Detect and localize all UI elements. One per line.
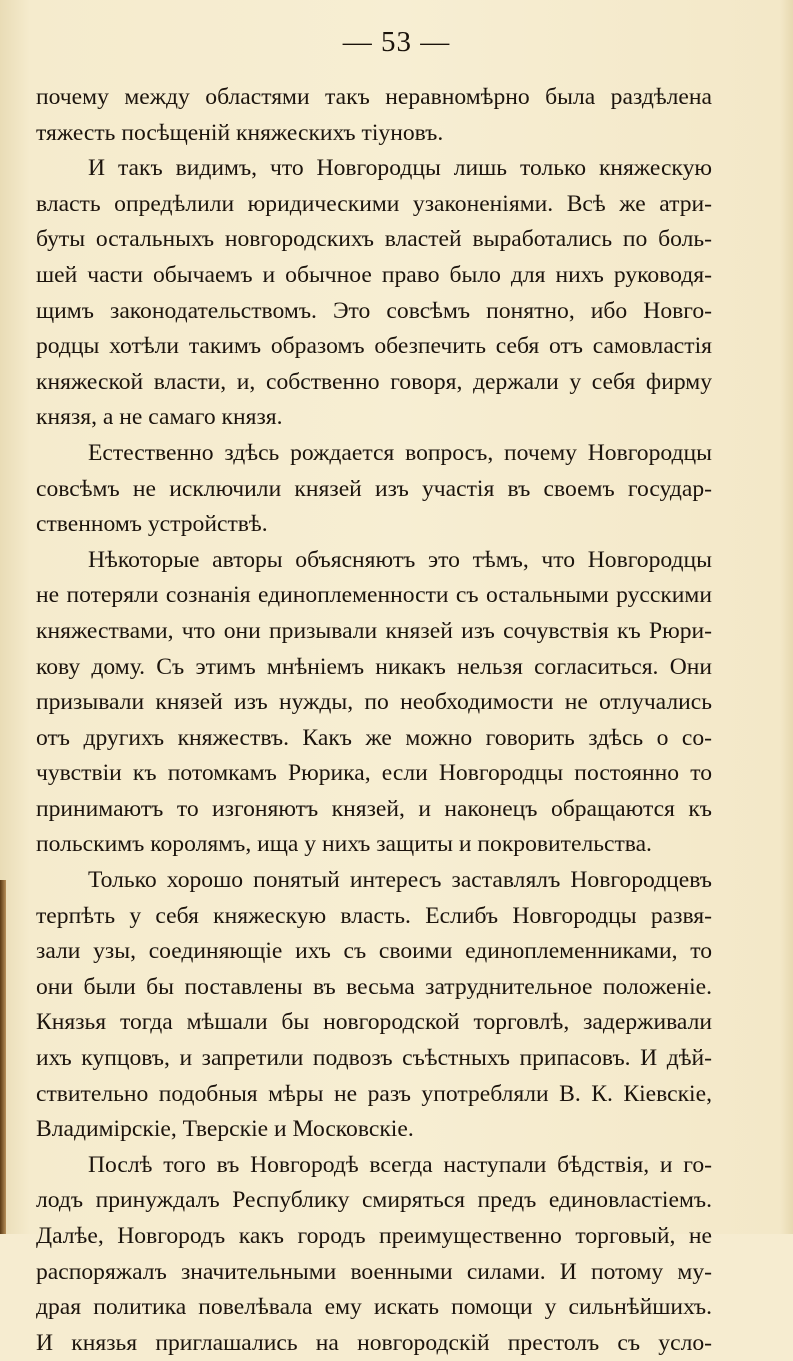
text-line: Естественно здѣсь рождается вопросъ, почему Новгородцы bbox=[88, 439, 712, 466]
text-line: отъ другихъ княжествъ. Какъ же можно говорить здѣсь о со- bbox=[36, 724, 712, 751]
text-line: княжествами, что они призывали князей изъ сочувствія къ Рюри- bbox=[36, 617, 712, 644]
text-line: терпѣть у себя княжескую власть. Еслибъ Новгородцы развя- bbox=[36, 902, 712, 929]
text-line: князя, а не самаго князя. bbox=[36, 404, 283, 431]
text-line: лодъ принуждалъ Республику смиряться предъ единовластіемъ. bbox=[36, 1187, 712, 1214]
text-line: кову дому. Съ этимъ мнѣніемъ никакъ нельзя согласиться. Они bbox=[36, 653, 712, 680]
text-line: не потеряли сознанія единоплеменности съ остальными русскими bbox=[36, 582, 712, 609]
text-line: власть опредѣлили юридическими узаконеніями. Всѣ же атри- bbox=[36, 190, 712, 217]
text-line: княжеской власти, и, собственно говоря, держали у себя фирму bbox=[36, 368, 712, 395]
text-line: принимаютъ то изгоняютъ князей, и наконецъ обращаются къ bbox=[36, 795, 712, 822]
text-line: ственномъ устройствѣ. bbox=[36, 511, 268, 538]
text-line: ихъ купцовъ, и запретили подвозъ съѣстныхъ припасовъ. И дѣй- bbox=[36, 1045, 712, 1072]
text-line: Только хорошо понятый интересъ заставлялъ Новгородцевъ bbox=[88, 867, 712, 894]
text-line: Нѣкоторые авторы объясняютъ это тѣмъ, что Новгородцы bbox=[88, 546, 712, 573]
text-line: шей части обычаемъ и обычное право было для нихъ руководя- bbox=[36, 261, 712, 288]
text-line: польскимъ королямъ, ища у нихъ защиты и покровительства. bbox=[36, 831, 652, 858]
text-line: распоряжалъ значительными военными силами. И потому му- bbox=[36, 1258, 712, 1285]
text-line: драя политика повелѣвала ему искать помощи у сильнѣйшихъ. bbox=[36, 1294, 712, 1321]
text-line: буты остальныхъ новгородскихъ властей выработались по боль- bbox=[36, 226, 712, 253]
text-line: призывали князей изъ нужды, по необходимости не отлучались bbox=[36, 689, 712, 716]
text-line: щимъ законодательствомъ. Это совсѣмъ понятно, ибо Новго- bbox=[36, 297, 712, 324]
text-line: тяжесть посѣщеній княжескихъ тіуновъ. bbox=[36, 119, 444, 146]
text-line: совсѣмъ не исключили князей изъ участія въ своемъ государ- bbox=[36, 475, 712, 502]
text-line: ствительно подобныя мѣры не разъ употребляли В. К. Кіевскіе, bbox=[36, 1080, 712, 1107]
text-line: почему между областями такъ неравномѣрно была раздѣлена bbox=[36, 84, 712, 110]
text-line: Далѣе, Новгородъ какъ городъ преимущественно торговый, не bbox=[36, 1223, 712, 1249]
text-line: Послѣ того въ Новгородѣ всегда наступали бѣдствія, и го- bbox=[88, 1151, 712, 1178]
text-line: Князья тогда мѣшали бы новгородской торговлѣ, задерживали bbox=[36, 1009, 712, 1036]
text-line: зали узы, соединяющіе ихъ съ своими единоплеменниками, то bbox=[36, 938, 712, 965]
page-number: — 53 — bbox=[342, 26, 451, 58]
body-text bbox=[36, 80, 712, 1361]
text-line: чувствіи къ потомкамъ Рюрика, если Новгородцы постоянно то bbox=[36, 760, 712, 787]
text-line: И такъ видимъ, что Новгородцы лишь только княжескую bbox=[88, 155, 712, 182]
text-line: родцы хотѣли такимъ образомъ обезпечить себя отъ самовластія bbox=[36, 333, 712, 360]
text-line: они были бы поставлены въ весьма затруднительное положеніе. bbox=[36, 973, 712, 1000]
text-line: Владимірскіе, Тверскіе и Московскіе. bbox=[36, 1116, 414, 1143]
binding-edge bbox=[0, 880, 6, 1234]
text-line: И князья приглашались на новгородскій престолъ съ усло- bbox=[36, 1329, 712, 1356]
